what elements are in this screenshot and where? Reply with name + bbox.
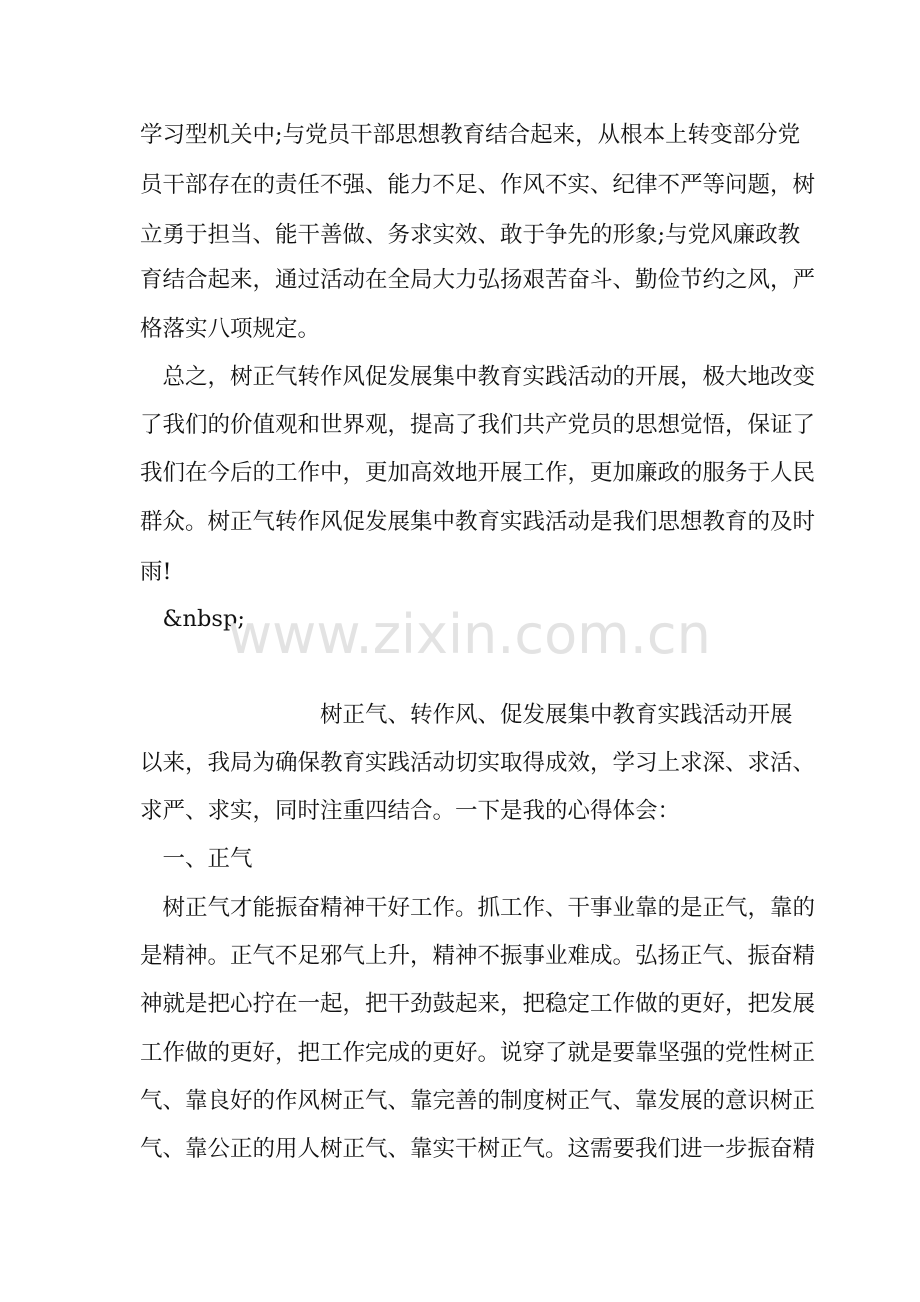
text-line: 雨! — [140, 559, 172, 585]
text-line: 我们在今后的工作中，更加高效地开展工作，更加廉政的服务于人民 — [140, 460, 816, 486]
watermark: www.zixin.com.cn — [228, 603, 711, 666]
text-line: 育结合起来，通过活动在全局大力弘扬艰苦奋斗、勤俭节约之风，严 — [140, 267, 816, 293]
text-line: 树正气才能振奋精神干好工作。抓工作、干事业靠的是正气，靠的 — [140, 895, 816, 921]
text-line: 以来，我局为确保教育实践活动切实取得成效，学习上求深、求活、 — [140, 750, 816, 776]
text-line: 求严、求实，同时注重四结合。一下是我的心得体会： — [140, 798, 681, 824]
text-line: 是精神。正气不足邪气上升，精神不振事业难成。弘扬正气、振奋精 — [140, 943, 816, 969]
text-line: 员干部存在的责任不强、能力不足、作风不实、纪律不严等问题，树 — [140, 172, 816, 198]
text-line: 群众。树正气转作风促发展集中教育实践活动是我们思想教育的及时 — [140, 509, 816, 535]
text-line: 气、靠良好的作风树正气、靠完善的制度树正气、靠发展的意识树正 — [140, 1088, 816, 1114]
text-line: 树正气、转作风、促发展集中教育实践活动开展 — [140, 702, 793, 728]
text-line: 工作做的更好，把工作完成的更好。说穿了就是要靠坚强的党性树正 — [140, 1040, 816, 1066]
section-heading: 一、正气 — [140, 846, 253, 872]
text-line: &nbsp; — [140, 606, 245, 632]
text-line: 总之，树正气转作风促发展集中教育实践活动的开展，极大地改变 — [140, 364, 816, 390]
text-line: 学习型机关中;与党员干部思想教育结合起来，从根本上转变部分党 — [140, 122, 801, 148]
text-line: 气、靠公正的用人树正气、靠实干树正气。这需要我们进一步振奋精 — [140, 1136, 816, 1162]
text-line: 格落实八项规定。 — [140, 316, 321, 342]
text-line: 神就是把心拧在一起，把干劲鼓起来，把稳定工作做的更好，把发展 — [140, 991, 816, 1017]
text-line: 立勇于担当、能干善做、务求实效、敢于争先的形象;与党风廉政教 — [140, 222, 801, 248]
text-line: 了我们的价值观和世界观，提高了我们共产党员的思想觉悟，保证了 — [140, 412, 816, 438]
